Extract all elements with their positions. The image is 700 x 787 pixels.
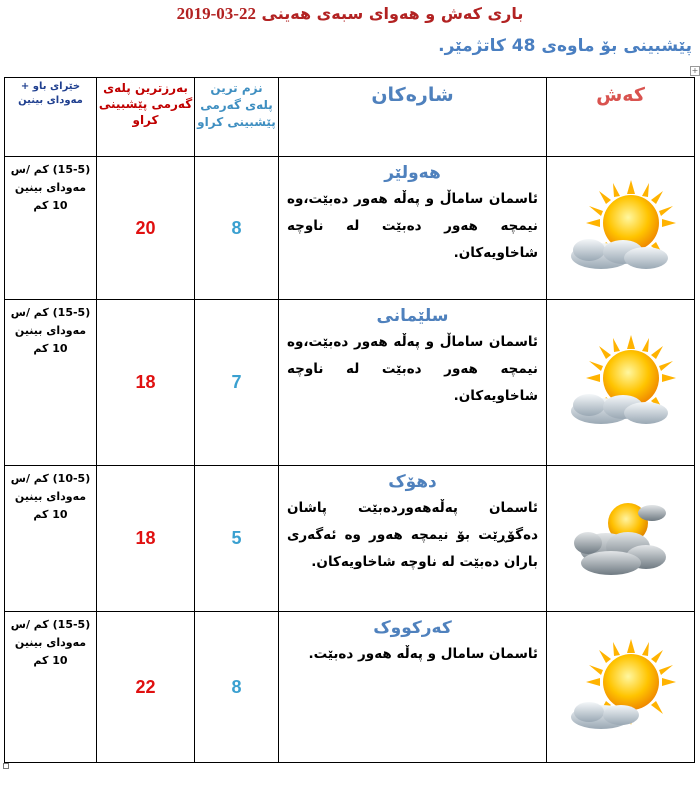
min-temp-cell: 8 xyxy=(195,157,279,300)
city-cell xyxy=(279,300,547,466)
city-description: ئاسمان ساماڵ و پەڵە هەور دەبێت،وە نیمچە هەور دەبێت لە ناوچە شاخاویەکان. xyxy=(287,334,538,404)
wind-visibility-cell xyxy=(5,300,97,466)
weather-icon-cell xyxy=(547,466,695,612)
table-row xyxy=(5,157,695,300)
wind-speed: (10-5) کم /س xyxy=(10,472,91,485)
weather-icon-cell xyxy=(547,157,695,300)
city-name: کەرکووک xyxy=(373,618,452,638)
header-weather: کەش xyxy=(547,78,695,157)
max-temp-cell: 22 xyxy=(97,612,195,763)
wind-visibility-cell xyxy=(5,466,97,612)
table-row xyxy=(5,612,695,763)
city-description: ئاسمان سامال و پەڵە هەور دەبێت. xyxy=(308,646,538,662)
visibility: مەودای بینین 10 کم xyxy=(14,490,87,522)
city-cell xyxy=(279,466,547,612)
weather-icon-cell xyxy=(547,300,695,466)
title-text: باری کەش و هەوای سبەی هەینی xyxy=(261,4,524,23)
city-name: سلێمانی xyxy=(376,306,449,326)
wind-visibility-cell xyxy=(5,157,97,300)
wind-speed: (15-5) کم /س xyxy=(10,306,91,319)
weather-icon-cell xyxy=(547,612,695,763)
page-title xyxy=(0,4,700,24)
table-row xyxy=(5,466,695,612)
header-row xyxy=(5,78,695,157)
table-move-handle-icon[interactable]: + xyxy=(691,66,699,75)
sunny-cloud-icon xyxy=(561,637,681,737)
header-max-temp: بەرزترین پلەی گەرمی پێشبینی کراو xyxy=(97,78,195,157)
city-cell xyxy=(279,157,547,300)
min-temp-cell: 5 xyxy=(195,466,279,612)
city-description: ئاسمان ساماڵ و پەڵە هەور دەبێت،وە نیمچە هەور دەبێت لە ناوچە شاخاویەکان. xyxy=(287,191,538,261)
city-cell xyxy=(279,612,547,763)
city-name: دهۆک xyxy=(388,472,437,492)
wind-visibility-cell xyxy=(5,612,97,763)
header-min-temp: نزم ترین پلەی گەرمی پێشبینی کراو xyxy=(195,78,279,157)
wind-speed: (15-5) کم /س xyxy=(10,618,91,631)
wind-speed: (15-5) کم /س xyxy=(10,163,91,176)
cloudy-sun-icon xyxy=(566,491,676,587)
max-temp-cell: 20 xyxy=(97,157,195,300)
visibility: مەودای بینین 10 کم xyxy=(14,324,87,356)
page-subtitle: پێشبینی بۆ ماوەی 48 کاتژمێر. xyxy=(438,36,692,56)
sunny-cloud-icon xyxy=(561,178,681,278)
city-description: ئاسمان پەڵەهەوردەبێت پاشان دەگۆڕێت بۆ نیمچە هەور وە ئەگەری باران دەبێت لە ناوچە شاخاویەکان. xyxy=(287,500,538,570)
resize-handle-icon[interactable] xyxy=(3,763,9,769)
city-name: هەولێر xyxy=(384,163,441,183)
title-date: 22-03-2019 xyxy=(176,4,256,23)
min-temp-cell: 7 xyxy=(195,300,279,466)
forecast-table xyxy=(4,77,695,763)
max-temp-cell: 18 xyxy=(97,300,195,466)
max-temp-cell: 18 xyxy=(97,466,195,612)
table-row xyxy=(5,300,695,466)
header-cities: شارەکان xyxy=(279,78,547,157)
visibility: مەودای بینین 10 کم xyxy=(14,636,87,668)
header-wind-visibility: خێرای باو + مەودای بینین xyxy=(5,78,97,157)
min-temp-cell: 8 xyxy=(195,612,279,763)
sunny-cloud-icon xyxy=(561,333,681,433)
visibility: مەودای بینین 10 کم xyxy=(14,181,87,213)
